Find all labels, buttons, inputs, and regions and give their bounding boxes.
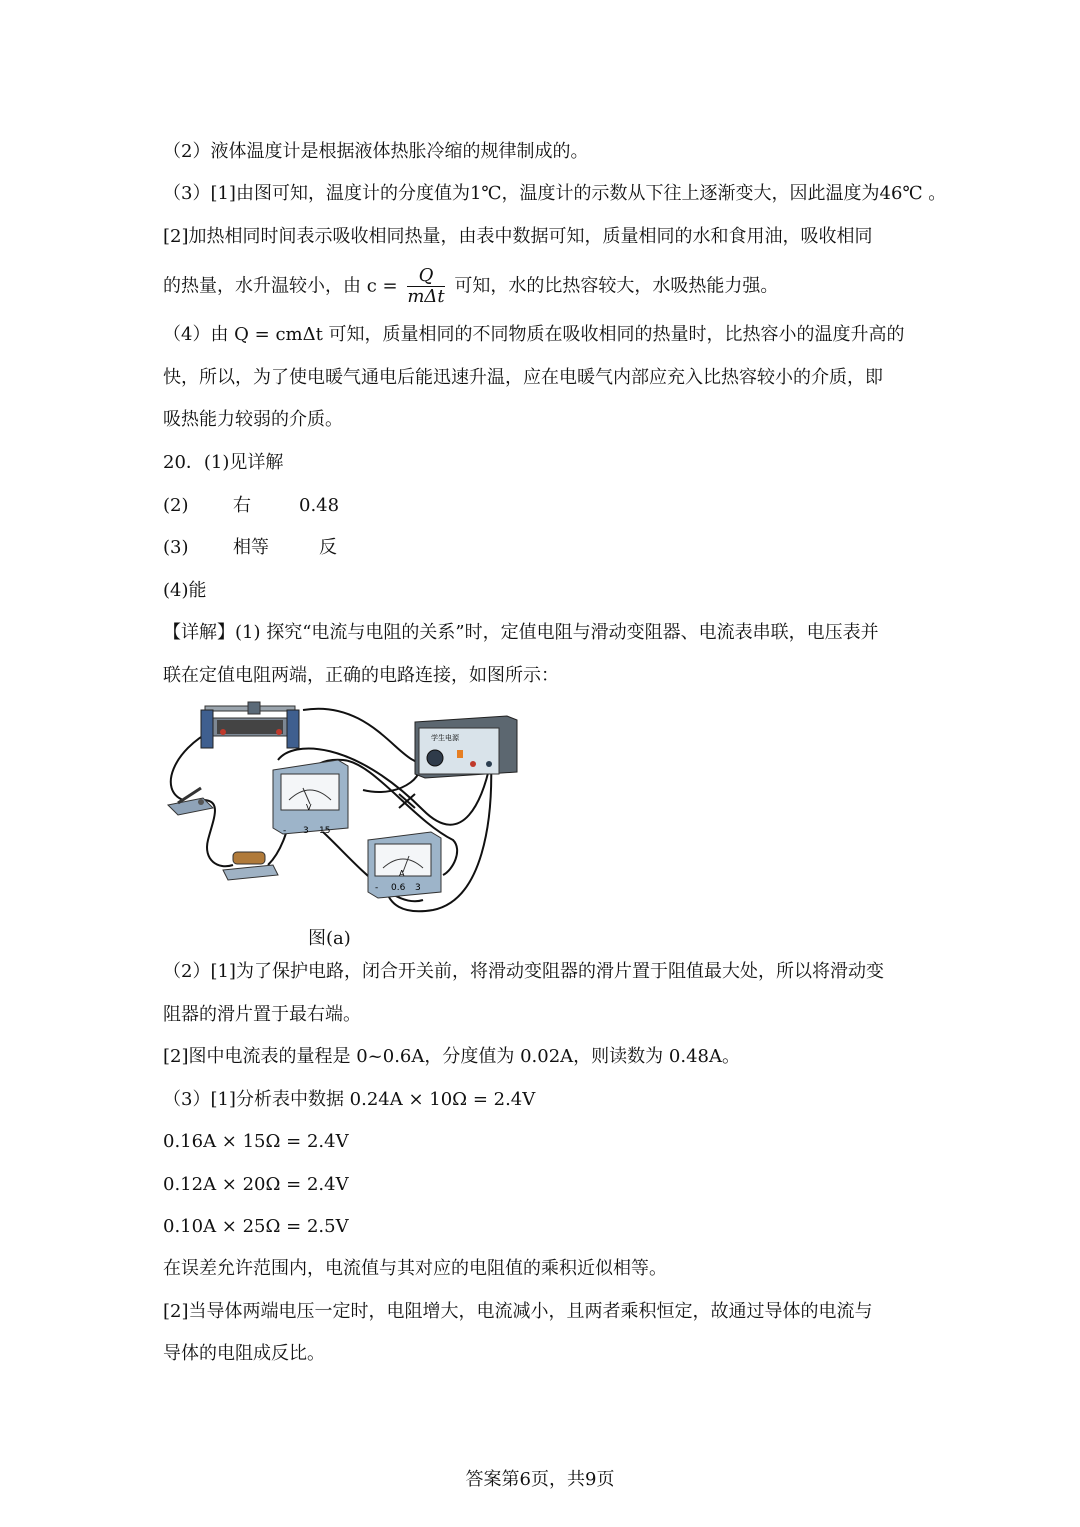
answer-3-label: (3) <box>163 537 189 558</box>
voltmeter-symbol: V <box>306 803 312 812</box>
text-line-3: [2]加热相同时间表示吸收相同热量，由表中数据可知，质量相同的水和食用油，吸收相同 <box>163 226 873 247</box>
formula-suffix: 可知，水的比热容较大，水吸热能力强。 <box>454 275 779 297</box>
text-line-7: 吸热能力较弱的介质。 <box>163 409 343 430</box>
explain-line-9: [2]当导体两端电压一定时，电阻增大，电流减小，且两者乘积恒定，故通过导体的电流与 <box>163 1301 873 1322</box>
power-supply <box>415 716 517 778</box>
answer-4: (4)能 <box>163 580 207 601</box>
ammeter-symbol: A <box>399 869 405 878</box>
detail-line-1: 【详解】(1) 探究“电流与电阻的关系”时，定值电阻与滑动变阻器、电流表串联，电压表并 <box>163 622 879 643</box>
equation-2: 0.12A × 20Ω = 2.4V <box>163 1174 349 1195</box>
voltmeter-range-15: 15 <box>319 826 331 836</box>
answer-2-value-2: 0.48 <box>299 495 340 516</box>
text-line-4 <box>163 266 778 307</box>
explain-line-8: 在误差允许范围内，电流值与其对应的电阻值的乘积近似相等。 <box>163 1258 667 1279</box>
explain-line-2: 阻器的滑片置于最右端。 <box>163 1004 361 1025</box>
ammeter-range-0-6: 0.6 <box>391 883 406 893</box>
answer-3-value-1: 相等 <box>233 537 269 558</box>
ammeter-range-3: 3 <box>415 883 421 893</box>
explain-line-10: 导体的电阻成反比。 <box>163 1343 325 1364</box>
formula-prefix: 的热量，水升温较小，由 c = <box>163 275 398 297</box>
explain-line-4: （3）[1]分析表中数据 0.24A × 10Ω = 2.4V <box>163 1089 536 1110</box>
answer-2 <box>163 494 339 518</box>
rheostat <box>201 702 299 748</box>
circuit-figure <box>163 700 523 922</box>
text-line-1: （2）液体温度计是根据液体热胀冷缩的规律制成的。 <box>163 141 589 162</box>
answer-2-label: (2) <box>163 495 189 516</box>
ammeter-minus: - <box>375 883 379 893</box>
wire-switch-to-resistor <box>203 800 233 866</box>
equation-3: 0.10A × 25Ω = 2.5V <box>163 1216 349 1237</box>
fraction-numerator: Q <box>407 266 444 287</box>
answer-3 <box>163 536 337 560</box>
text-line-5: （4）由 Q = cmΔt 可知，质量相同的不同物质在吸收相同的热量时，比热容小的温度升高的 <box>163 324 905 345</box>
text-line-6: 快，所以，为了使电暖气通电后能迅速升温，应在电暖气内部应充入比热容较小的介质，即 <box>163 367 883 388</box>
answer-2-value-1: 右 <box>233 495 251 516</box>
page-footer: 答案第6页，共9页 <box>465 1469 615 1490</box>
figure-caption: 图(a) <box>308 928 351 949</box>
fraction-denominator: mΔt <box>407 286 445 307</box>
voltmeter <box>273 760 348 836</box>
voltmeter-minus: - <box>283 826 287 836</box>
voltmeter-range-3: 3 <box>303 826 309 836</box>
detail-line-2: 联在定值电阻两端，正确的电路连接，如图所示： <box>163 665 559 686</box>
explain-line-3: [2]图中电流表的量程是 0~0.6A，分度值为 0.02A，则读数为 0.48A。 <box>163 1046 740 1067</box>
question-20: 20．(1)见详解 <box>163 452 284 473</box>
answer-3-value-2: 反 <box>319 537 337 558</box>
switch <box>168 788 213 815</box>
explain-line-1: （2）[1]为了保护电路，闭合开关前，将滑动变阻器的滑片置于阻值最大处，所以将滑动变 <box>163 961 884 982</box>
equation-1: 0.16A × 15Ω = 2.4V <box>163 1131 349 1152</box>
fraction-formula <box>407 266 444 307</box>
text-line-2: （3）[1]由图可知，温度计的分度值为1℃，温度计的示数从下往上逐渐变大，因此温度为46℃ 。 <box>163 183 947 204</box>
ammeter <box>368 832 441 898</box>
power-label: 学生电源 <box>431 734 459 742</box>
